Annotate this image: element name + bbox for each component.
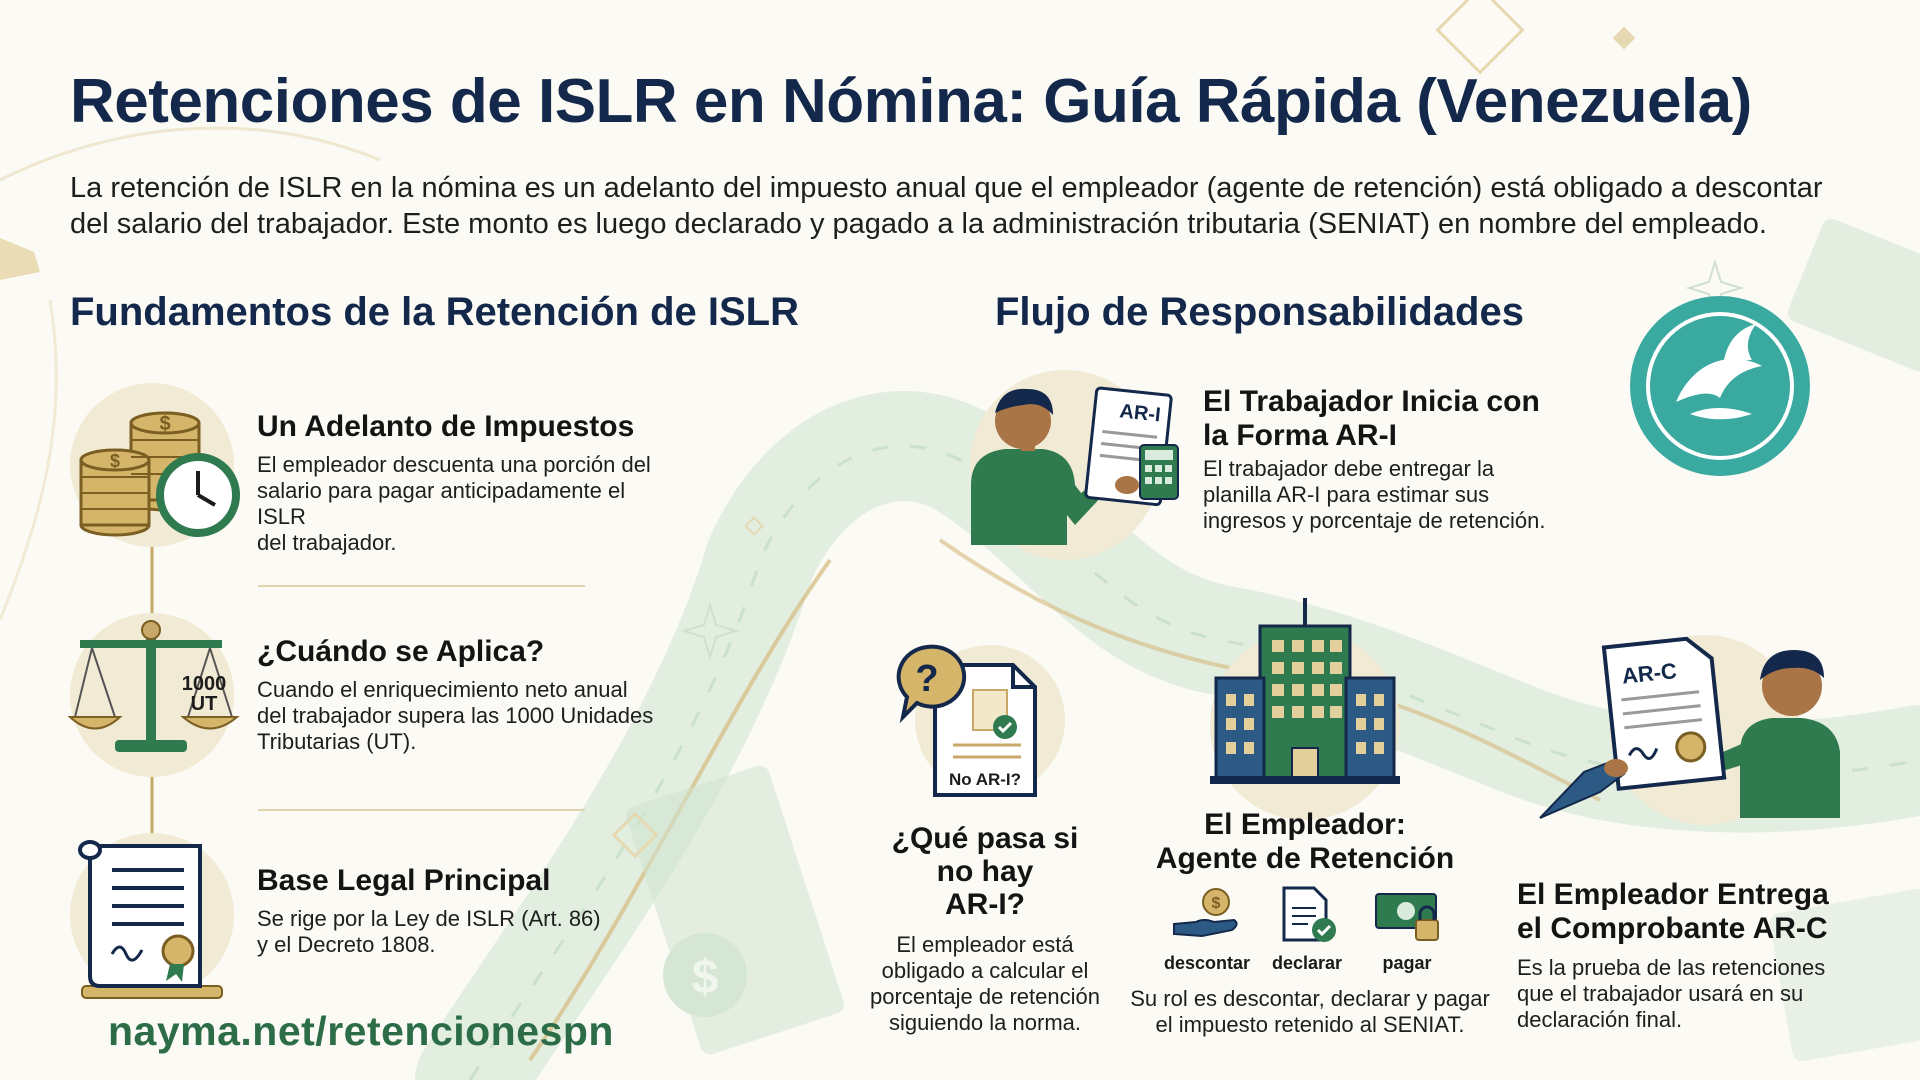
item-title: ¿Cuándo se Aplica?	[257, 635, 545, 668]
empleador-title	[1130, 808, 1480, 876]
trabajador-title	[1203, 385, 1540, 453]
text-line: Cuando el enriquecimiento neto anual	[257, 677, 628, 702]
svg-text:$: $	[159, 413, 171, 435]
scale-icon	[70, 612, 240, 772]
item-title: Un Adelanto de Impuestos	[257, 410, 635, 443]
item-text	[257, 452, 677, 556]
text-line: Se rige por la Ley de ISLR (Art. 86)	[257, 906, 601, 931]
bird-logo-icon	[1628, 294, 1812, 478]
money-lock-icon	[1374, 890, 1444, 946]
intro-line: del salario del trabajador. Este monto es luego declarado y pagado a la administración tributaria (SENIAT) en nombre del empleado.	[70, 208, 1767, 240]
building-icon	[1210, 598, 1400, 788]
comprobante-text	[1517, 955, 1897, 1033]
title-line: ¿Qué pasa si	[891, 822, 1079, 855]
intro-paragraph	[70, 170, 1860, 242]
sin-ari-text	[862, 932, 1108, 1036]
text-line: Tributarias (UT).	[257, 729, 417, 754]
text-line: declaración final.	[1517, 1007, 1683, 1032]
worker-ari-icon	[965, 375, 1180, 550]
action-label-pagar: pagar	[1382, 953, 1432, 973]
flujo-heading: Flujo de Responsabilidades	[995, 290, 1524, 334]
text-line: obligado a calcular el	[881, 958, 1089, 983]
action-label-descontar: descontar	[1163, 953, 1251, 973]
svg-text:?: ?	[915, 658, 939, 700]
text-line: siguiendo la norma.	[888, 1010, 1081, 1035]
text-line: y el Decreto 1808.	[257, 932, 436, 957]
legal-scroll-icon	[72, 836, 232, 996]
scale-label-1000: 1000	[181, 673, 227, 695]
svg-text:$: $	[109, 451, 121, 471]
svg-text:$: $	[691, 951, 719, 1004]
title-line: El Empleador:	[1204, 808, 1406, 841]
arc-form-label: AR-C	[1620, 658, 1679, 689]
text-line: que el trabajador usará en su	[1517, 981, 1804, 1006]
text-line: del trabajador supera las 1000 Unidades	[257, 703, 654, 728]
title-line: AR-I?	[945, 888, 1025, 921]
text-line: El trabajador debe entregar la	[1203, 456, 1495, 481]
text-line: planilla AR-I para estimar sus	[1203, 482, 1490, 507]
text-line: del trabajador.	[257, 530, 397, 555]
comprobante-title	[1517, 878, 1829, 946]
page-title: Retenciones de ISLR en Nómina: Guía Rápida (Venezuela)	[70, 67, 1752, 136]
title-line: no hay	[936, 855, 1034, 888]
footer-url-link[interactable]: nayma.net/retencionespn	[108, 1008, 614, 1054]
title-line: el Comprobante AR-C	[1517, 912, 1828, 945]
question-document-icon	[893, 645, 1063, 805]
text-line: Es la prueba de las retenciones	[1517, 955, 1826, 980]
item-text	[257, 677, 677, 755]
text-line: ingresos y porcentaje de retención.	[1203, 508, 1546, 533]
sin-ari-title	[870, 822, 1100, 921]
text-line: salario para pagar anticipadamente el ISLR	[257, 478, 626, 529]
text-line: el impuesto retenido al SENIAT.	[1155, 1012, 1465, 1037]
text-line: porcentaje de retención	[870, 984, 1100, 1009]
coins-clock-icon	[70, 385, 240, 545]
item-title: Base Legal Principal	[257, 864, 551, 897]
trabajador-text	[1203, 456, 1623, 534]
fundamentos-heading: Fundamentos de la Retención de ISLR	[70, 290, 799, 334]
ari-form-label: AR-I	[1118, 400, 1162, 427]
svg-text:$: $	[1211, 895, 1221, 912]
title-line: Agente de Retención	[1155, 842, 1455, 875]
title-line: El Trabajador Inicia con	[1203, 385, 1540, 418]
scale-label-ut: UT	[190, 693, 218, 715]
no-ari-doc-label: No AR-I?	[948, 770, 1022, 789]
document-check-icon	[1280, 886, 1340, 944]
title-line: El Empleador Entrega	[1517, 878, 1829, 911]
text-line: Su rol es descontar, declarar y pagar	[1130, 986, 1490, 1011]
hand-coin-icon	[1172, 888, 1242, 938]
text-line: El empleador está	[896, 932, 1074, 957]
item-text	[257, 906, 677, 958]
empleador-text	[1120, 986, 1500, 1038]
text-line: El empleador descuenta una porción del	[257, 452, 651, 477]
intro-line: La retención de ISLR en la nómina es un adelanto del impuesto anual que el empleador (agente de retención) está obligado a descontar	[70, 172, 1823, 204]
title-line: la Forma AR-I	[1203, 419, 1397, 452]
action-label-declarar: declarar	[1271, 953, 1343, 973]
employer-arc-icon	[1540, 622, 1850, 822]
